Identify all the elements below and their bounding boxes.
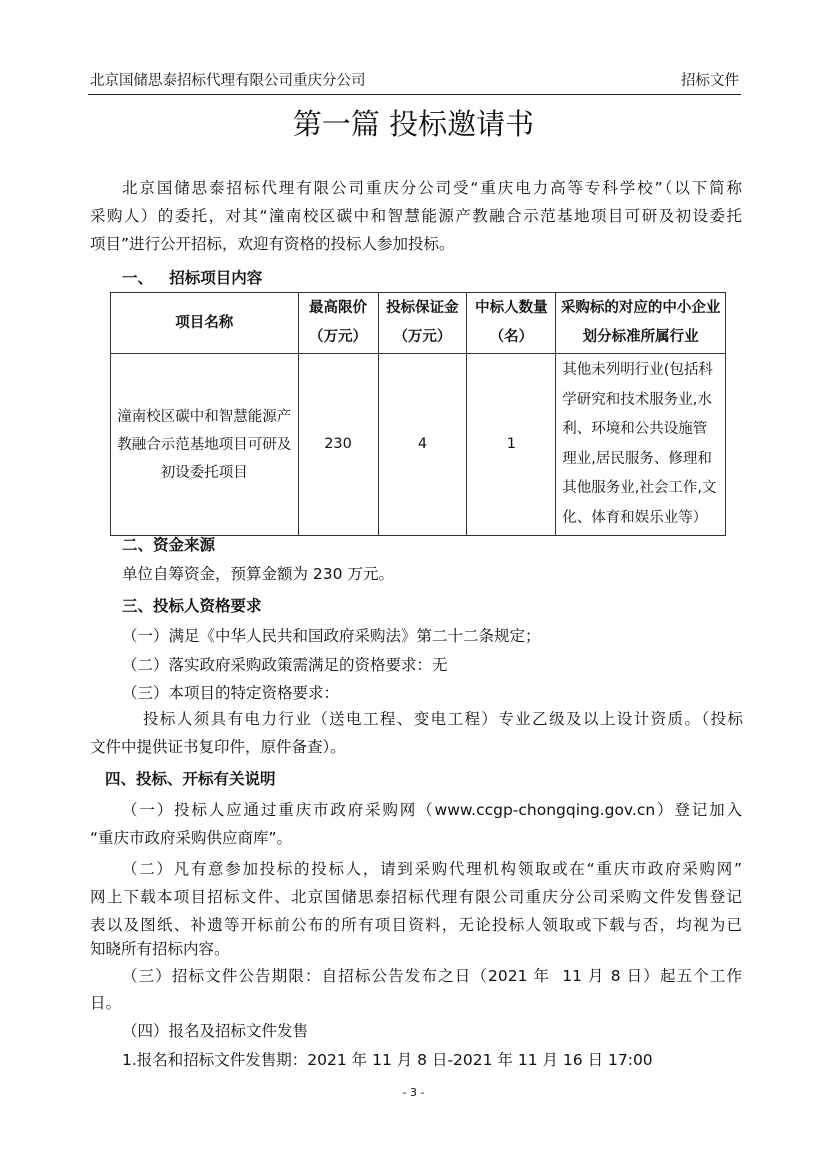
header-rule bbox=[88, 94, 741, 95]
section3-item: （二）落实政府采购政策需满足的资格要求：无 bbox=[122, 656, 448, 674]
cell-deposit: 4 bbox=[378, 354, 467, 536]
section4-p3: 日。 bbox=[90, 994, 122, 1012]
cell-max-price: 230 bbox=[298, 354, 378, 536]
col-header: 项目名称 bbox=[111, 293, 299, 354]
section2-heading: 二、资金来源 bbox=[122, 536, 216, 554]
bid-items-table bbox=[110, 292, 726, 536]
section3-detail: 文件中提供证书复印件，原件备查）。 bbox=[90, 738, 346, 756]
col-header: 采购标的对应的中小企业划分标准所属行业 bbox=[556, 293, 726, 354]
section3-item: （三）本项目的特定资格要求： bbox=[122, 684, 340, 702]
cell-winners: 1 bbox=[467, 354, 556, 536]
intro-line: 项目”进行公开招标，欢迎有资格的投标人参加投标。 bbox=[90, 235, 455, 253]
cell-project-name: 潼南校区碳中和智慧能源产教融合示范基地项目可研及初设委托项目 bbox=[111, 354, 299, 536]
section4-p4: （四）报名及招标文件发售 bbox=[122, 1022, 309, 1040]
section4-p2: 知晓所有招标内容。 bbox=[90, 940, 230, 958]
page-title: 第一篇 投标邀请书 bbox=[292, 107, 535, 141]
section4-p3: （三）招标文件公告期限：自招标公告发布之日（2021 年 11 月 8 日）起五个工作 bbox=[122, 967, 742, 985]
section4-p2: 表以及图纸、补遗等开标前公布的所有项目资料，无论投标人领取或下载与否，均视为已 bbox=[90, 916, 742, 934]
col-header: 投标保证金（万元） bbox=[378, 293, 467, 354]
intro-line: 北京国储思泰招标代理有限公司重庆分公司受“重庆电力高等专科学校”（以下简称 bbox=[122, 179, 742, 197]
table-row bbox=[111, 354, 726, 536]
section4-p2: 网上下载本项目招标文件、北京国储思泰招标代理有限公司重庆分公司采购文件发售登记 bbox=[90, 888, 742, 906]
section3-item: （一）满足《中华人民共和国政府采购法》第二十二条规定； bbox=[122, 627, 541, 645]
cell-industry: 其他未列明行业(包括科学研究和技术服务业,水利、环境和公共设施管理业,居民服务、修理和其他服务业,社会工作,文化、体育和娱乐业等） bbox=[556, 354, 726, 536]
section4-p5: 1.报名和招标文件发售期：2021 年 11 月 8 日-2021 年 11 月 16 日 17:00 bbox=[122, 1051, 653, 1069]
header-company: 北京国储思泰招标代理有限公司重庆分公司 bbox=[90, 73, 366, 89]
intro-line: 采购人）的委托，对其“潼南校区碳中和智慧能源产教融合示范基地项目可研及初设委托 bbox=[90, 207, 742, 225]
section4-p2: （二）凡有意参加投标的投标人，请到采购代理机构领取或在“重庆市政府采购网” bbox=[122, 860, 742, 878]
table-header-row bbox=[111, 293, 726, 354]
section1-heading: 一、 招标项目内容 bbox=[122, 269, 263, 287]
header-doc-type: 招标文件 bbox=[681, 73, 739, 89]
section4-heading: 四、投标、开标有关说明 bbox=[105, 770, 276, 788]
section2-text: 单位自筹资金，预算金额为 230 万元。 bbox=[122, 565, 394, 583]
section3-heading: 三、投标人资格要求 bbox=[122, 597, 262, 615]
page-number: - 3 - bbox=[402, 1086, 425, 1099]
section3-detail: 投标人须具有电力行业（送电工程、变电工程）专业乙级及以上设计资质。（投标 bbox=[143, 710, 743, 728]
col-header: 中标人数量（名） bbox=[467, 293, 556, 354]
section4-p1: “重庆市政府采购供应商库”。 bbox=[90, 829, 293, 847]
section4-p1: （一）投标人应通过重庆市政府采购网（www.ccgp-chongqing.gov.cn）登记加入 bbox=[122, 801, 742, 819]
col-header: 最高限价（万元） bbox=[298, 293, 378, 354]
